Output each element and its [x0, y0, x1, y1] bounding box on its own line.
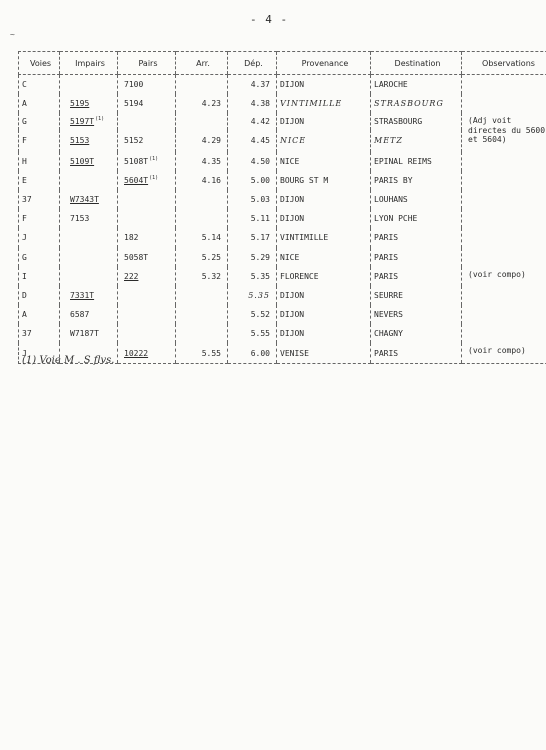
table-row	[19, 286, 546, 305]
cell-destination: LAROCHE	[371, 75, 462, 95]
cell-provenance: DIJON	[277, 324, 371, 343]
cell-observations	[462, 305, 546, 324]
cell-observations: (Adj voit directes du 5600 et 5604)	[462, 113, 546, 151]
footnote-ref: (1)	[149, 175, 159, 182]
cell-voie: G	[19, 248, 60, 267]
table-row	[19, 190, 546, 209]
cell-pair	[118, 113, 176, 129]
cell-dep: 5.52	[228, 305, 277, 324]
cell-destination: STRASBOURG	[371, 94, 462, 113]
cell-voie: F	[19, 130, 60, 152]
cell-voie: J	[19, 228, 60, 247]
cell-pair	[118, 209, 176, 228]
table-row	[19, 267, 546, 286]
cell-observations: (voir compo)	[462, 343, 546, 363]
cell-arr: 5.14	[176, 228, 228, 247]
table-row	[19, 248, 546, 267]
cell-dep: 5.17	[228, 228, 277, 247]
cell-voie: A	[19, 305, 60, 324]
header-voies: Voies	[19, 52, 60, 75]
cell-dep: 4.38	[228, 94, 277, 113]
cell-arr: 4.23	[176, 94, 228, 113]
cell-dep: 5.35	[228, 267, 277, 286]
cell-dep: 5.00	[228, 171, 277, 190]
cell-provenance: NICE	[277, 130, 371, 152]
cell-provenance: DIJON	[277, 75, 371, 95]
cell-impair: 7331T	[60, 286, 118, 305]
cell-impair	[60, 113, 118, 129]
cell-provenance: DIJON	[277, 209, 371, 228]
cell-impair: 5195	[60, 94, 118, 113]
footnote-ref: (1)	[149, 156, 159, 163]
cell-destination: PARIS BY	[371, 171, 462, 190]
cell-provenance: DIJON	[277, 305, 371, 324]
cell-arr	[176, 209, 228, 228]
header-destination: Destination	[371, 52, 462, 75]
corner-mark: ~	[10, 30, 15, 39]
cell-arr: 5.55	[176, 343, 228, 363]
cell-arr: 5.32	[176, 267, 228, 286]
cell-destination: LYON PCHE	[371, 209, 462, 228]
cell-provenance: DIJON	[277, 113, 371, 129]
cell-provenance: DIJON	[277, 286, 371, 305]
cell-observations	[462, 209, 546, 228]
cell-destination: METZ	[371, 130, 462, 152]
header-arr: Arr.	[176, 52, 228, 75]
cell-voie: F	[19, 209, 60, 228]
cell-impair	[60, 228, 118, 247]
cell-provenance: FLORENCE	[277, 267, 371, 286]
cell-destination: PARIS	[371, 343, 462, 363]
header-provenance: Provenance	[277, 52, 371, 75]
pair-number: 5108T	[124, 157, 149, 167]
cell-provenance: VINTIMILLE	[277, 94, 371, 113]
header-impairs: Impairs	[60, 52, 118, 75]
cell-pair: 5058T	[118, 248, 176, 267]
cell-voie: E	[19, 171, 60, 190]
cell-pair	[118, 171, 176, 190]
cell-destination: LOUHANS	[371, 190, 462, 209]
cell-observations	[462, 228, 546, 247]
cell-observations	[462, 190, 546, 209]
cell-provenance: VENISE	[277, 343, 371, 363]
header-row	[19, 52, 546, 75]
cell-pair: 222	[118, 267, 176, 286]
cell-destination: PARIS	[371, 248, 462, 267]
cell-arr	[176, 324, 228, 343]
cell-pair	[118, 152, 176, 171]
timetable-sheet	[18, 51, 546, 364]
cell-destination: NEVERS	[371, 305, 462, 324]
cell-observations	[462, 171, 546, 190]
cell-voie: C	[19, 75, 60, 95]
cell-observations	[462, 152, 546, 171]
cell-arr	[176, 305, 228, 324]
cell-provenance: DIJON	[277, 190, 371, 209]
cell-dep: 4.42	[228, 113, 277, 129]
cell-dep: 5.11	[228, 209, 277, 228]
cell-destination: SEURRE	[371, 286, 462, 305]
cell-pair: 10222	[118, 343, 176, 363]
table-row	[19, 113, 546, 129]
cell-dep: 4.37	[228, 75, 277, 95]
cell-arr	[176, 286, 228, 305]
cell-pair: 5152	[118, 130, 176, 152]
cell-arr	[176, 113, 228, 129]
cell-destination: PARIS	[371, 228, 462, 247]
cell-destination: EPINAL REIMS	[371, 152, 462, 171]
page-number: - 4 -	[250, 13, 289, 26]
cell-provenance: VINTIMILLE	[277, 228, 371, 247]
header-pairs: Pairs	[118, 52, 176, 75]
cell-impair	[60, 248, 118, 267]
cell-destination: PARIS	[371, 267, 462, 286]
cell-voie: A	[19, 94, 60, 113]
cell-voie: 37	[19, 190, 60, 209]
table-row	[19, 94, 546, 113]
table-row	[19, 324, 546, 343]
cell-pair: 182	[118, 228, 176, 247]
cell-arr: 4.16	[176, 171, 228, 190]
table-row	[19, 152, 546, 171]
cell-provenance: NICE	[277, 248, 371, 267]
cell-voie: J	[19, 343, 60, 363]
cell-destination: STRASBOURG	[371, 113, 462, 129]
cell-impair: W7187T	[60, 324, 118, 343]
footnote-ref: (1)	[95, 116, 105, 123]
cell-observations	[462, 94, 546, 113]
cell-impair: 6587	[60, 305, 118, 324]
handwritten-footnote: (1) Voie M . S flvs.	[22, 355, 115, 366]
cell-arr: 5.25	[176, 248, 228, 267]
cell-observations	[462, 324, 546, 343]
cell-pair: 5194	[118, 94, 176, 113]
cell-impair: 7153	[60, 209, 118, 228]
table-row	[19, 75, 546, 95]
cell-dep: 5.03	[228, 190, 277, 209]
table-row	[19, 209, 546, 228]
cell-destination: CHAGNY	[371, 324, 462, 343]
table-row	[19, 305, 546, 324]
cell-dep: 5.35	[228, 286, 277, 305]
cell-observations: (voir compo)	[462, 267, 546, 286]
cell-impair: 5109T	[60, 152, 118, 171]
cell-voie: 37	[19, 324, 60, 343]
cell-voie: G	[19, 113, 60, 129]
cell-provenance: BOURG ST M	[277, 171, 371, 190]
cell-pair	[118, 190, 176, 209]
cell-voie: H	[19, 152, 60, 171]
cell-dep: 4.45	[228, 130, 277, 152]
cell-arr: 4.29	[176, 130, 228, 152]
cell-impair	[60, 267, 118, 286]
cell-arr: 4.35	[176, 152, 228, 171]
cell-pair	[118, 324, 176, 343]
header-observations: Observations	[462, 52, 546, 75]
cell-pair	[118, 286, 176, 305]
cell-observations	[462, 248, 546, 267]
cell-observations	[462, 286, 546, 305]
cell-dep: 5.55	[228, 324, 277, 343]
table-row	[19, 171, 546, 190]
cell-pair	[118, 305, 176, 324]
cell-voie: I	[19, 267, 60, 286]
cell-impair: W7343T	[60, 190, 118, 209]
cell-voie: D	[19, 286, 60, 305]
cell-provenance: NICE	[277, 152, 371, 171]
cell-impair	[60, 171, 118, 190]
cell-dep: 6.00	[228, 343, 277, 363]
cell-arr	[176, 75, 228, 95]
header-dep: Dép.	[228, 52, 277, 75]
cell-impair: 5153	[60, 130, 118, 152]
cell-dep: 5.29	[228, 248, 277, 267]
cell-impair	[60, 75, 118, 95]
cell-pair: 7100	[118, 75, 176, 95]
cell-dep: 4.50	[228, 152, 277, 171]
table-row	[19, 228, 546, 247]
timetable	[18, 51, 546, 364]
impair-number: 5197T	[70, 117, 95, 127]
cell-arr	[176, 190, 228, 209]
cell-observations	[462, 75, 546, 95]
pair-number: 5604T	[124, 176, 149, 186]
